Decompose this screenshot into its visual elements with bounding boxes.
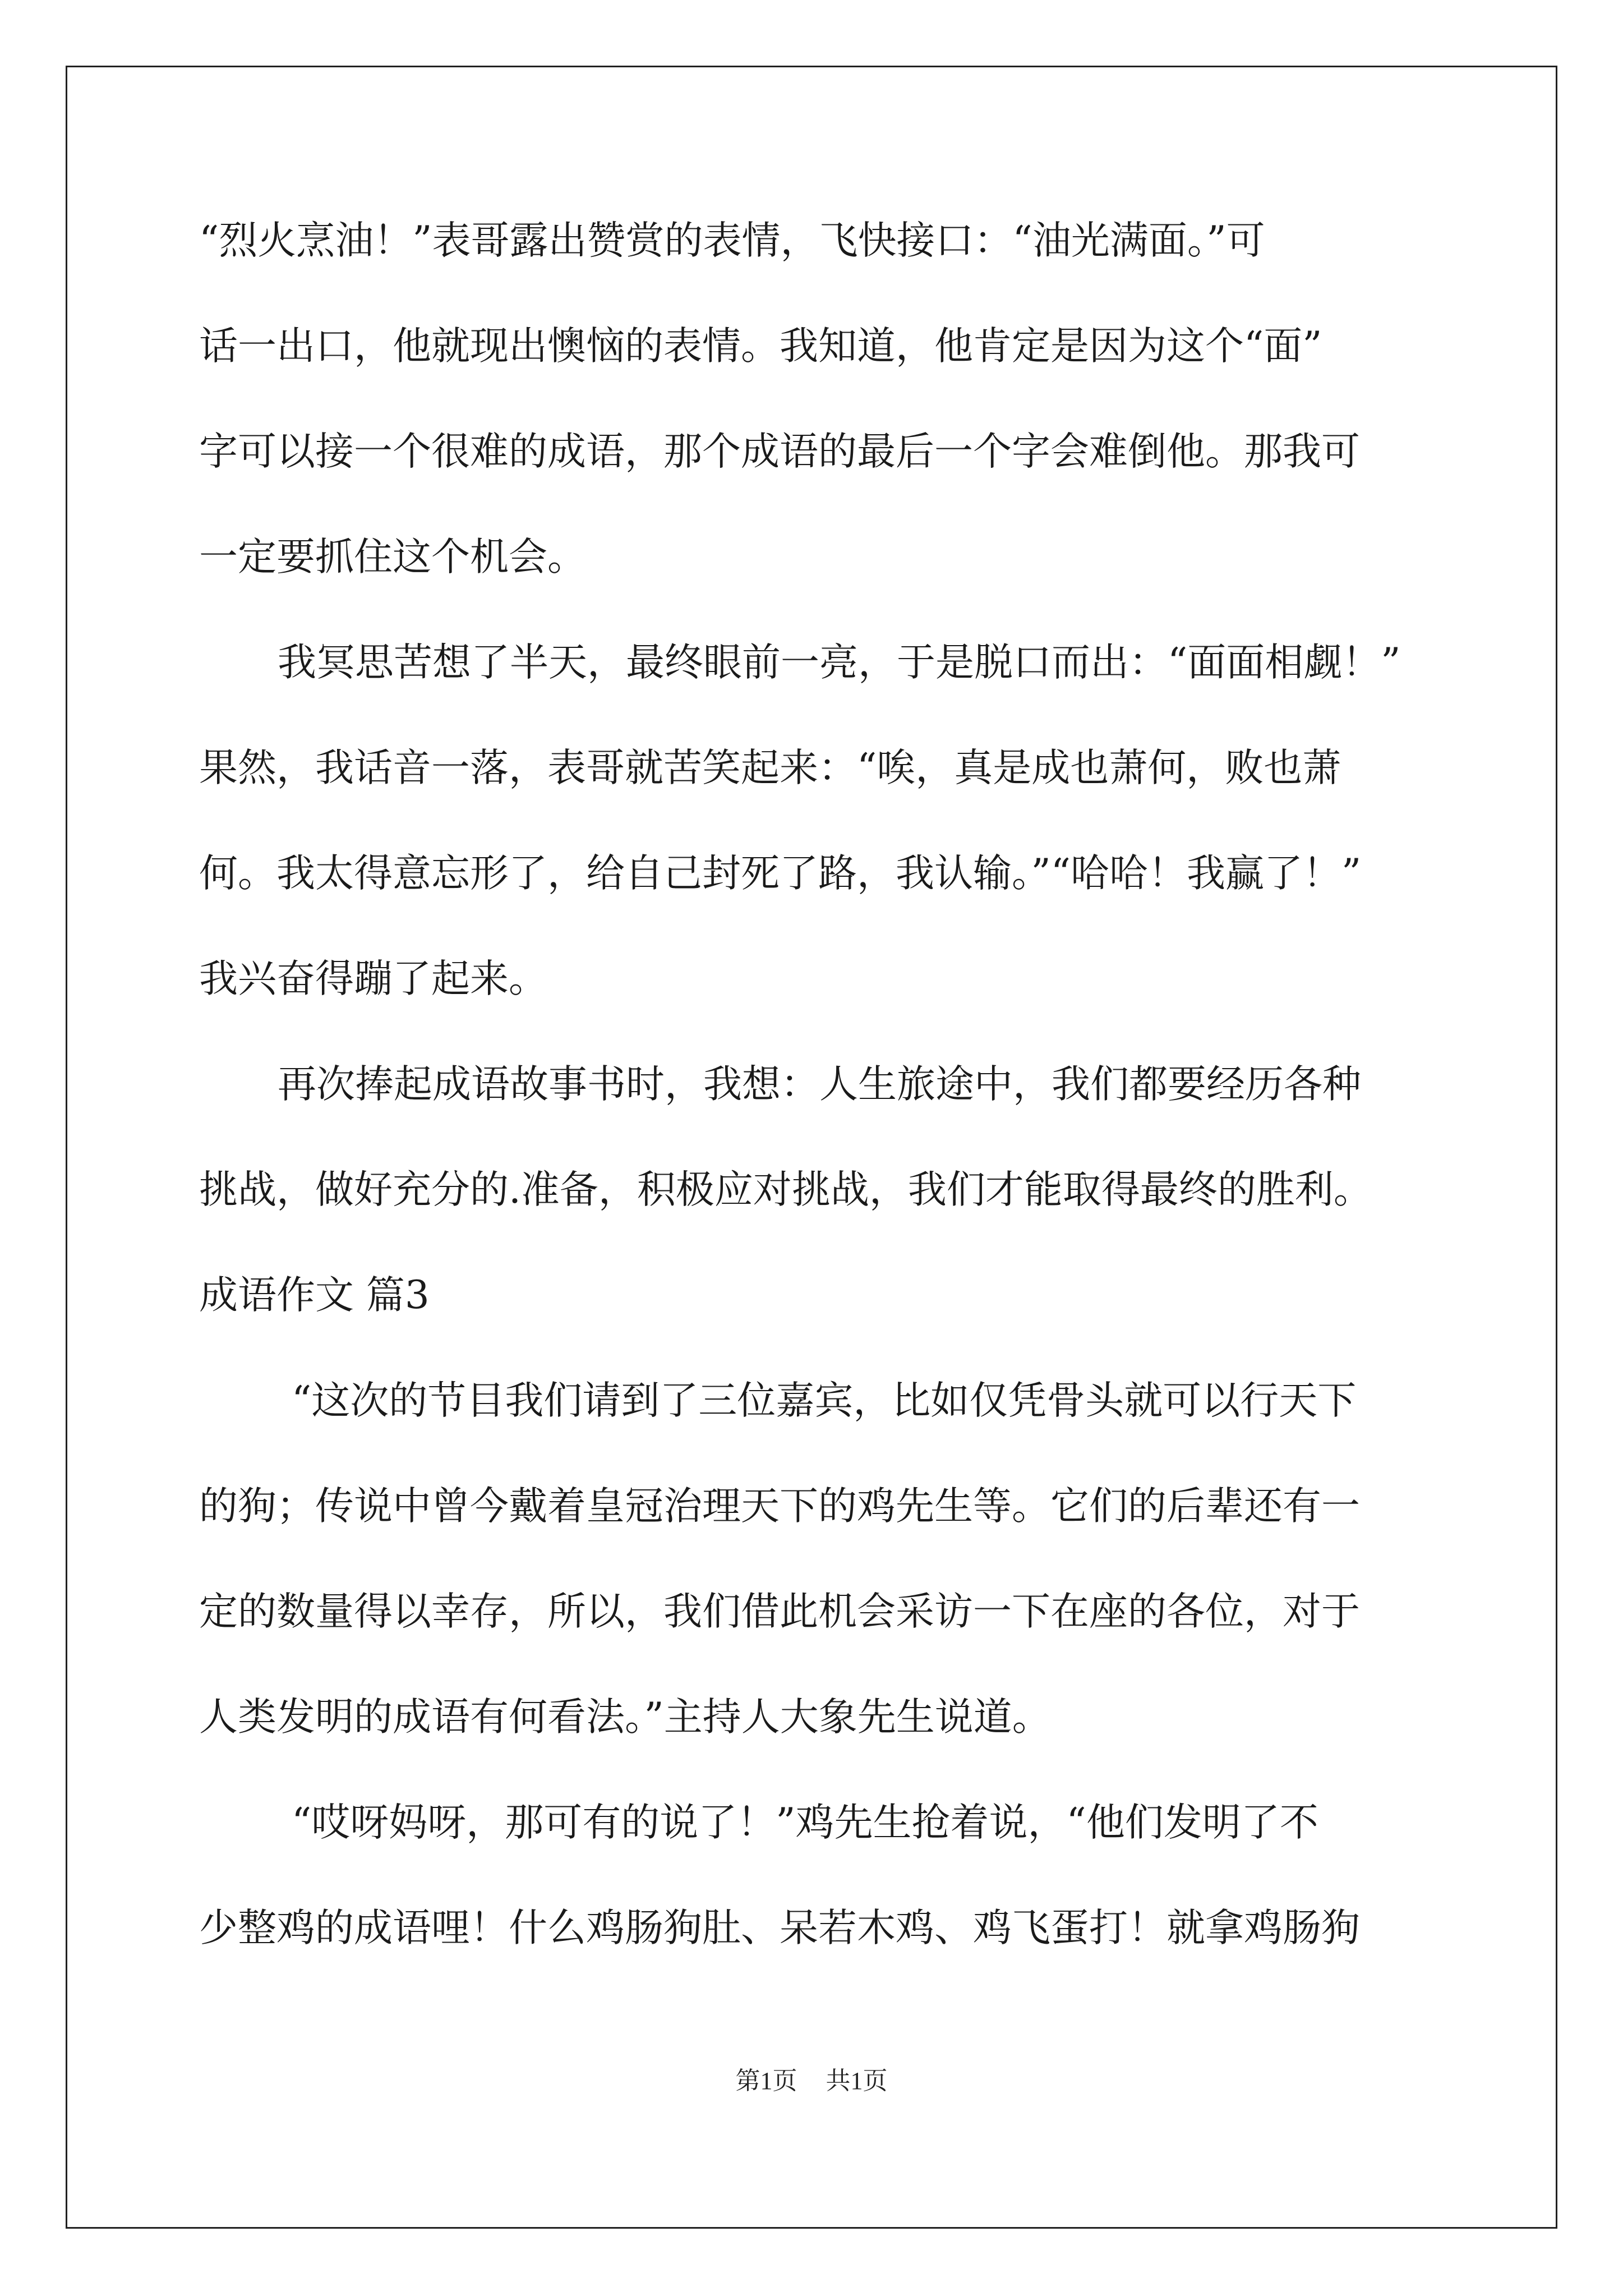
text-line: “烈火烹油！”表哥露出赞赏的表情，飞快接口：“油光满面。”可 bbox=[199, 218, 1265, 263]
text-line: 我兴奋得蹦了起来。 bbox=[199, 956, 547, 1001]
text-line: 一定要抓住这个机会。 bbox=[199, 535, 586, 579]
text-line: 少整鸡的成语哩！什么鸡肠狗肚、呆若木鸡、鸡飞蛋打！就拿鸡肠狗 bbox=[199, 1906, 1360, 1950]
text-line: 定的数量得以幸存，所以，我们借此机会采访一下在座的各位，对于 bbox=[199, 1589, 1360, 1634]
text-line: 的狗；传说中曾今戴着皇冠治理天下的鸡先生等。它们的后辈还有一 bbox=[199, 1484, 1360, 1529]
text-line: 人类发明的成语有何看法。”主持人大象先生说道。 bbox=[199, 1695, 1051, 1740]
text-line: 字可以接一个很难的成语，那个成语的最后一个字会难倒他。那我可 bbox=[199, 429, 1360, 474]
section-heading: 成语作文 篇3 bbox=[199, 1273, 430, 1318]
text-line: 挑战，做好充分的.准备，积极应对挑战，我们才能取得最终的胜利。 bbox=[199, 1167, 1372, 1212]
text-line: 话一出口，他就现出懊恼的表情。我知道，他肯定是因为这个“面” bbox=[199, 324, 1322, 369]
paragraph-start-line: 再次捧起成语故事书时，我想：人生旅途中，我们都要经历各种 bbox=[278, 1062, 1361, 1107]
page-footer bbox=[0, 2064, 1623, 2098]
page-number: 第1页 bbox=[735, 2067, 797, 2095]
text-line: 果然，我话音一落，表哥就苦笑起来：“唉，真是成也萧何，败也萧 bbox=[199, 746, 1341, 790]
text-line: 何。我太得意忘形了，给自己封死了路，我认输。”“哈哈！我赢了！” bbox=[199, 851, 1362, 896]
paragraph-start-line: “这次的节目我们请到了三位嘉宾，比如仅凭骨头就可以行天下 bbox=[292, 1378, 1357, 1423]
page-total: 共1页 bbox=[826, 2067, 888, 2095]
paragraph-start-line: “哎呀妈呀，那可有的说了！”鸡先生抢着说，“他们发明了不 bbox=[292, 1800, 1318, 1845]
paragraph-start-line: 我冥思苦想了半天，最终眼前一亮，于是脱口而出：“面面相觑！” bbox=[278, 640, 1401, 685]
